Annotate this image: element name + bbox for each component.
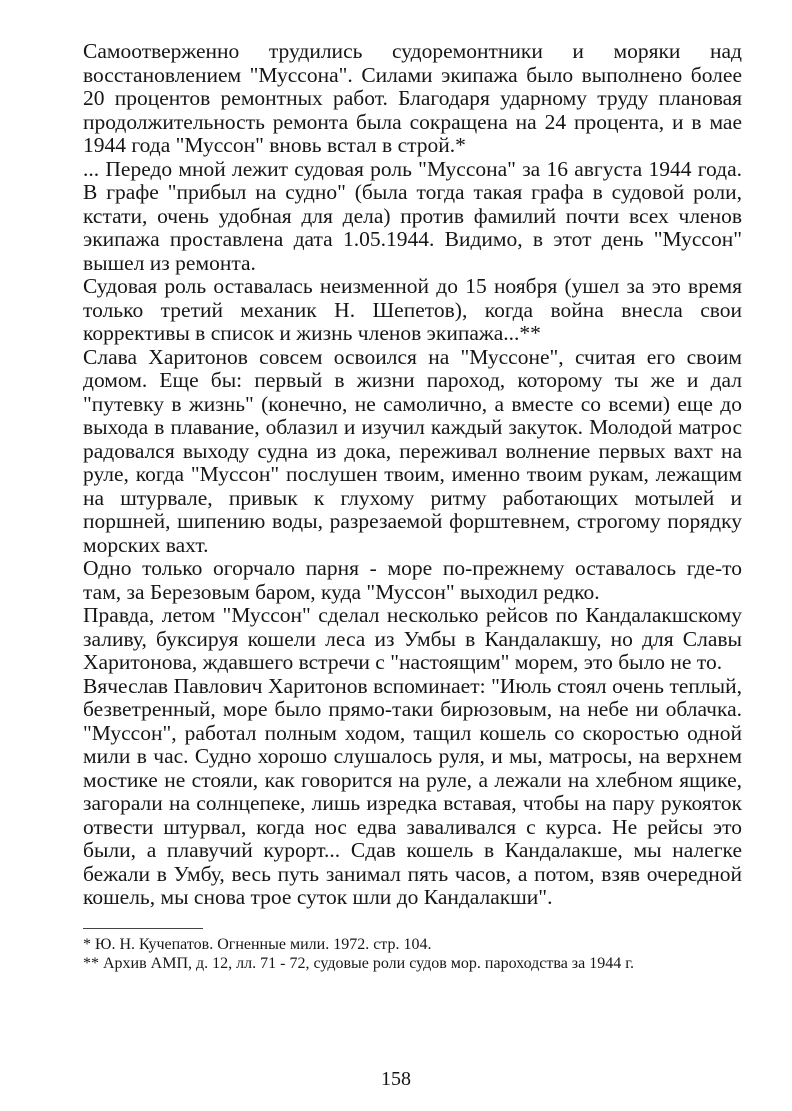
footnote-divider: [83, 928, 203, 929]
footnote-2: ** Архив АМП, д. 12, лл. 71 - 72, судовые роли судов мор. пароходства за 1944 г.: [83, 954, 634, 972]
paragraph-2: ... Передо мной лежит судовая роль "Муссона" за 16 августа 1944 года. В графе "прибыл на судно" (была тогда такая графа в судовой роли, кстати, очень удобная для дела) против фамилий почти всех членов экипажа проставлена дата 1.05.1944. Видимо, в этот день "Муссон" вышел из ремонта.: [83, 156, 742, 275]
paragraph-4: Слава Харитонов совсем освоился на "Муссоне", считая его своим домом. Еще бы: первый в жизни пароход, которому ты же и дал "путевку в жизнь" (конечно, не самолично, а вместе со всеми) еще до выхода в плавание, облазил и изучил каждый закуток. Молодой матрос радовался выходу судна из дока, переживал волнение первых вахт на руле, когда "Муссон" послушен твоим, именно твоим рукам, лежащим на штурвале, привык к глухому ритму работающих мотылей и поршней, шипению воды, разрезаемой форштевнем, строгому порядку морских вахт.: [83, 344, 742, 557]
paragraph-5: Одно только огорчало парня - море по-прежнему оставалось где-то там, за Березовым баром, куда "Муссон" выходил редко.: [83, 556, 742, 604]
footnotes: [83, 935, 742, 973]
footnote-1: * Ю. Н. Кучепатов. Огненные мили. 1972. стр. 104.: [83, 935, 432, 953]
paragraph-1: Самоотверженно трудились судоремонтники и моряки над восстановлением "Муссона". Силами экипажа было выполнено более 20 процентов ремонтных работ. Благодаря ударному труду плановая продолжительность ремонта была сокращена на 24 процента, и в мае 1944 года "Муссон" вновь встал в строй.*: [83, 39, 742, 157]
page-number: 158: [381, 1068, 411, 1090]
paragraph-7: Вячеслав Павлович Харитонов вспоминает: "Июль стоял очень теплый, безветренный, море было прямо-таки бирюзовым, на небе ни облачка. "Муссон", работал полным ходом, тащил кошель со скоростью одной мили в час. Судно хорошо слушалось руля, и мы, матросы, на верхнем мостике не стояли, как говорится на руле, а лежали на хлебном ящике, загорали на солнцепеке, лишь изредка вставая, чтобы на пару рукояток отвести штурвал, когда нос едва заваливался с курса. Не рейсы это были, а плавучий курорт... Сдав кошель в Кандалакше, мы налегке бежали в Умбу, весь путь занимал пять часов, а потом, взяв очередной кошель, мы снова трое суток шли до Кандалакши".: [83, 673, 742, 909]
paragraph-6: Правда, летом "Муссон" сделал несколько рейсов по Кандалакшскому заливу, буксируя кошели леса из Умбы в Кандалакшу, но для Славы Харитонова, ждавшего встречи с "настоящим" морем, это было не то.: [83, 603, 742, 674]
paragraph-3: Судовая роль оставалась неизменной до 15 ноября (ушел за это время только третий механик Н. Шепетов), когда война внесла свои коррективы в список и жизнь членов экипажа...**: [83, 274, 742, 345]
body-text: [83, 40, 742, 910]
